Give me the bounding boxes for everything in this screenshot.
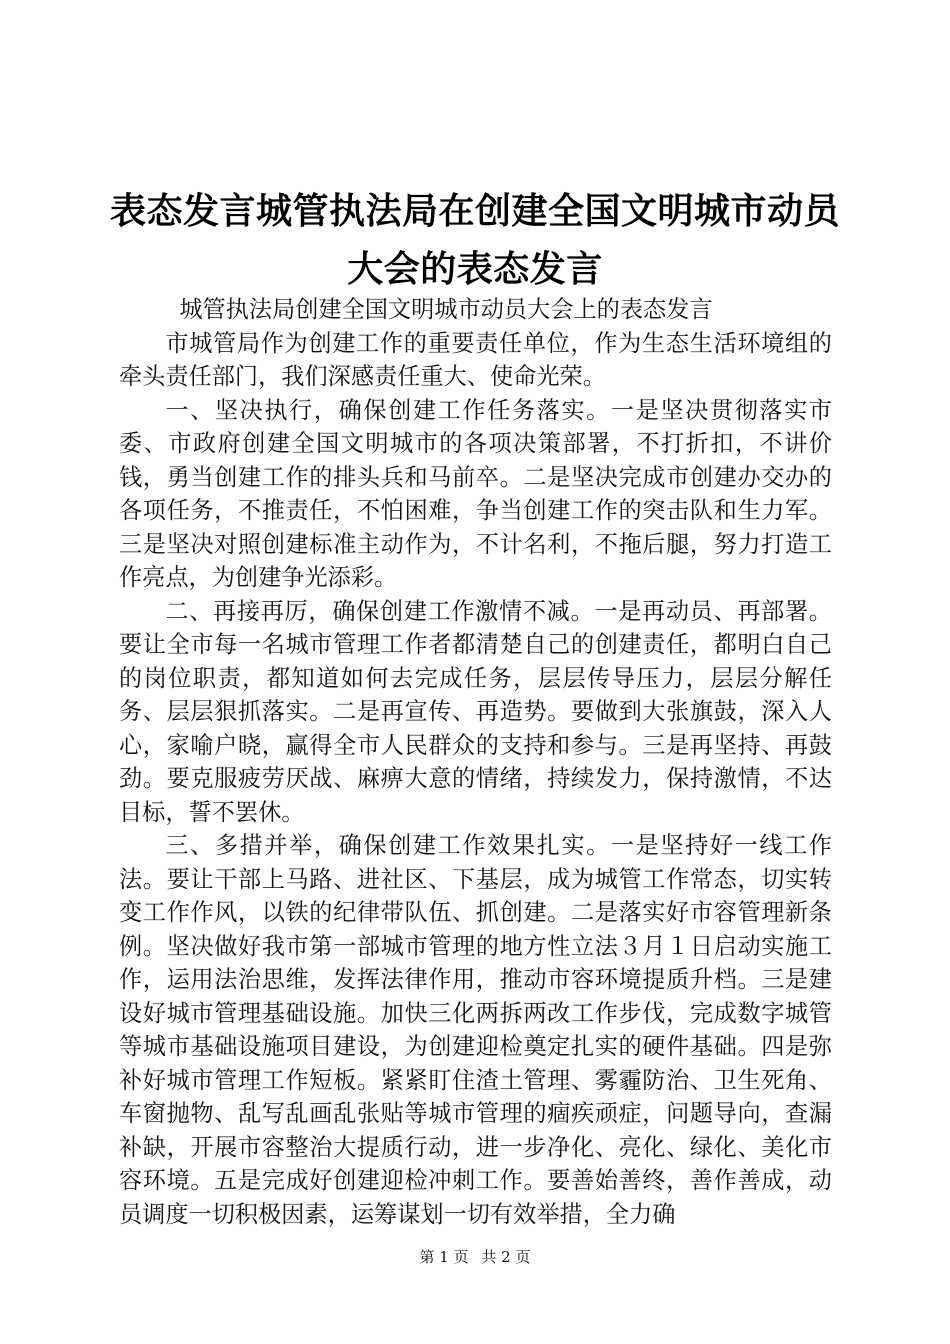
document-subtitle: 城管执法局创建全国文明城市动员大会上的表态发言 [179, 296, 713, 323]
document-title-line-2: 大会的表态发言 [347, 249, 603, 290]
document-body [119, 293, 832, 1231]
document-title-line-1: 表态发言城管执法局在创建全国文明城市动员 [109, 191, 840, 232]
page-number-current: 第 1 页 [419, 1248, 469, 1266]
page-footer [0, 1247, 950, 1267]
paragraph-section-2: 二、再接再厉，确保创建工作激情不减。一是再动员、再部署。要让全市每一名城市管理工作者都清楚自己的创建责任，都明白自己的岗位职责，都知道如何去完成任务，层层传导压力，层层分解任务、层层狠抓落实。二是再宣传、再造势。要做到大张旗鼓，深入人心，家喻户晓，赢得全市人民群众的支持和参与。三是再坚持、再鼓劲。要克服疲劳厌战、麻痹大意的情绪，持续发力，保持激情，不达目标，誓不罢休。 [119, 597, 832, 826]
page-number-total: 共 2 页 [481, 1248, 531, 1266]
paragraph-section-3: 三、多措并举，确保创建工作效果扎实。一是坚持好一线工作法。要让干部上马路、进社区、下基层，成为城管工作常态，切实转变工作作风，以铁的纪律带队伍、抓创建。二是落实好市容管理新条例。坚决做好我市第一部城市管理的地方性立法３月１日启动实施工作，运用法治思维，发挥法律作用，推动市容环境提质升档。三是建设好城市管理基础设施。加快三化两拆两改工作步伐，完成数字城管等城市基础设施项目建设，为创建迎检奠定扎实的硬件基础。四是弥补好城市管理工作短板。紧紧盯住渣土管理、雾霾防治、卫生死角、车窗抛物、乱写乱画乱张贴等城市管理的痼疾顽症，问题导向，查漏补缺，开展市容整治大提质行动，进一步净化、亮化、绿化、美化市容环境。五是完成好创建迎检冲刺工作。要善始善终，善作善成，动员调度一切积极因素，运筹谋划一切有效举措，全力确 [119, 832, 832, 1228]
paragraph-section-1: 一、坚决执行，确保创建工作任务落实。一是坚决贯彻落实市委、市政府创建全国文明城市的各项决策部署，不打折扣，不讲价钱，勇当创建工作的排头兵和马前卒。二是坚决完成市创建办交办的各项任务，不推责任，不怕困难，争当创建工作的突击队和生力军。三是坚决对照创建标准主动作为，不计名利，不拖后腿，努力打造工作亮点，为创建争光添彩。 [119, 396, 832, 591]
paragraph-intro: 市城管局作为创建工作的重要责任单位，作为生态生活环境组的牵头责任部门，我们深感责任重大、使命光荣。 [119, 329, 832, 390]
